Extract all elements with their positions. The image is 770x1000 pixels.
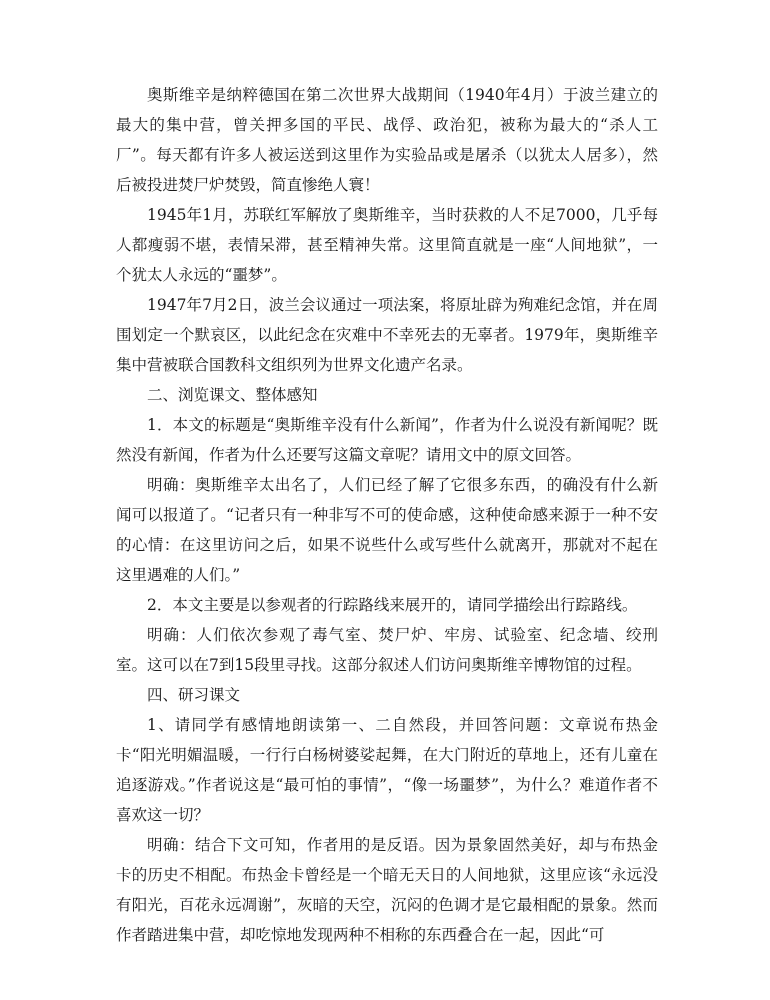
study-answer-1: 明确：结合下文可知，作者用的是反语。因为景象固然美好，却与布热金卡的历史不相配。布热金卡曾经是一个暗无天日的人间地狱，这里应该“永远没有阳光，百花永远凋谢”，灰暗的天空，沉闷的色调才是它最相配的景象。然而作者踏进集中营，却吃惊地发现两种不相称的东西叠合在一起，因此“可 xyxy=(116,836,658,944)
paragraph-memorial-1947: 1947年7月2日，波兰会议通过一项法案，将原址辟为殉难纪念馆，并在周围划定一个默哀区，以此纪念在灾难中不幸死去的无辜者。1979年，奥斯维辛集中营被联合国教科文组织列为世界文化遗产名录。 xyxy=(116,296,658,374)
section-heading-study: 四、研习课文 xyxy=(147,686,241,704)
answer-1: 明确：奥斯维辛太出名了，人们已经了解了它很多东西，的确没有什么新闻可以报道了。“记者只有一种非写不可的使命感，这种使命感来源于一种不安的心情：在这里访问之后，如果不说些什么或写些什么就离开，那就对不起在这里遇难的人们。” xyxy=(116,476,658,584)
paragraph-auschwitz-intro: 奥斯维辛是纳粹德国在第二次世界大战期间（1940年4月）于波兰建立的最大的集中营，曾关押多国的平民、战俘、政治犯，被称为最大的“杀人工厂”。每天都有许多人被运送到这里作为实验品或是屠杀（以犹太人居多），然后被投进焚尸炉焚毁，简直惨绝人寰！ xyxy=(116,86,658,194)
document-body xyxy=(116,80,658,950)
study-question-1: 1、请同学有感情地朗读第一、二自然段，并回答问题：文章说布热金卡“阳光明媚温暖，一行行白杨树婆娑起舞，在大门附近的草地上，还有儿童在追逐游戏。”作者说这是“最可怕的事情”，“像一场噩梦”，为什么？难道作者不喜欢这一切？ xyxy=(116,716,658,824)
question-2-route: 2．本文主要是以参观者的行踪路线来展开的，请同学描绘出行踪路线。 xyxy=(147,596,638,614)
question-1-title: 1．本文的标题是“奥斯维辛没有什么新闻”，作者为什么说没有新闻呢？既然没有新闻，作者为什么还要写这篇文章呢？请用文中的原文回答。 xyxy=(116,416,658,464)
section-heading-overview: 二、浏览课文、整体感知 xyxy=(147,386,318,404)
paragraph-liberation-1945: 1945年1月，苏联红军解放了奥斯维辛，当时获救的人不足7000，几乎每人都瘦弱不堪，表情呆滞，甚至精神失常。这里简直就是一座“人间地狱”，一个犹太人永远的“噩梦”。 xyxy=(116,206,658,284)
answer-2: 明确：人们依次参观了毒气室、焚尸炉、牢房、试验室、纪念墙、绞刑室。这可以在7到15段里寻找。这部分叙述人们访问奥斯维辛博物馆的过程。 xyxy=(116,626,658,674)
